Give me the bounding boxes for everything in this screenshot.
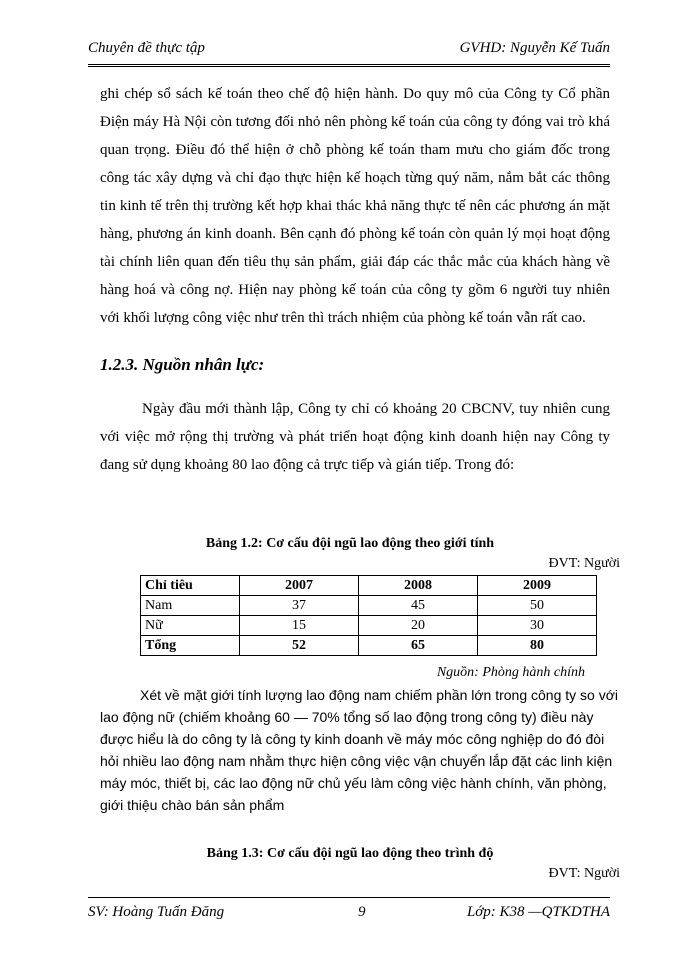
table-cell: 37: [240, 596, 359, 616]
table-cell: 65: [359, 636, 478, 656]
header-advisor: GVHD: Nguyễn Kế Tuấn: [459, 40, 610, 56]
table-cell: 15: [240, 616, 359, 636]
section-heading: 1.2.3. Nguồn nhân lực:: [100, 355, 265, 374]
table-1-source: Nguồn: Phòng hành chính: [436, 665, 585, 680]
table-total-row: [141, 636, 597, 656]
paragraph-accounting: ghi chép sổ sách kế toán theo chế độ hiện hành. Do quy mô của Công ty Cổ phần Điện máy Hà Nội còn tương đối nhỏ nên phòng kế toán của công ty đóng vai trò khá quan trọng. Điều đó thể hiện ở chỗ phòng kế toán tham mưu cho giám đốc trong công tác xây dựng và chỉ đạo thực hiện kế hoạch từng quý năm, nắm bắt các thông tin kinh tế trên thị trường kết hợp khai thác khả năng thực tế nên các phương án mặt hàng, phương án kinh doanh. Bên cạnh đó phòng kế toán còn quản lý mọi hoạt động tài chính liên quan đến tiêu thụ sản phẩm, giải đáp các thắc mắc của khách hàng về hàng hoá và công nợ. Hiện nay phòng kế toán của công ty gồm 6 người tuy nhiên với khối lượng công việc như trên thì trách nhiệm của phòng kế toán vẫn rất cao.: [100, 86, 610, 326]
table-row: [141, 596, 597, 616]
table-2-caption: Bảng 1.3: Cơ cấu đội ngũ lao động theo trình độ: [206, 846, 494, 861]
header-cell: 2009: [478, 576, 597, 596]
table-header-row: [141, 576, 597, 596]
table-row: [141, 616, 597, 636]
footer-student: SV: Hoàng Tuấn Đăng: [88, 904, 225, 920]
footer-class: Lớp: K38 —QTKDTHA: [466, 904, 610, 920]
table-cell: 50: [478, 596, 597, 616]
gender-table: [140, 575, 597, 656]
row-label: Nữ: [141, 616, 240, 636]
table-cell: 45: [359, 596, 478, 616]
table-1-unit: ĐVT: Người: [548, 556, 620, 571]
table-cell: 30: [478, 616, 597, 636]
header-cell: Chỉ tiêu: [141, 576, 240, 596]
paragraph-gender-analysis: Xét về mặt giới tính lượng lao động nam chiếm phần lớn trong công ty so với lao động nữ (chiếm khoảng 60 — 70% tổng số lao động trong công ty) điều này được hiểu là do công ty là công ty kinh doanh về máy móc công nghiệp do đó đòi hỏi nhiều lao động nam nhằm thực hiện công việc vận chuyển lắp đặt các linh kiện máy móc, thiết bị, các lao động nữ chủ yếu làm công việc hành chính, văn phòng, giới thiệu chào bán sản phẩm: [100, 687, 619, 813]
table-2-unit: ĐVT: Người: [548, 866, 620, 881]
header-cell: 2008: [359, 576, 478, 596]
page-footer: [88, 897, 610, 924]
table-cell: 20: [359, 616, 478, 636]
paragraph-workforce: Ngày đầu mới thành lập, Công ty chỉ có khoảng 20 CBCNV, tuy nhiên cung với việc mở rộng thị trường và phát triển hoạt động kinh doanh hiện nay Công ty đang sử dụng khoảng 80 lao động cả trực tiếp và gián tiếp. Trong đó:: [100, 401, 610, 473]
table-cell: 52: [240, 636, 359, 656]
table-cell: 80: [478, 636, 597, 656]
table-1-caption: Bảng 1.2: Cơ cấu đội ngũ lao động theo giới tính: [205, 536, 495, 551]
row-label: Nam: [141, 596, 240, 616]
header-cell: 2007: [240, 576, 359, 596]
header-title: Chuyên đề thực tập: [88, 40, 205, 56]
page-number: 9: [358, 904, 366, 920]
row-label: Tổng: [141, 636, 240, 656]
page-header: [88, 40, 610, 67]
